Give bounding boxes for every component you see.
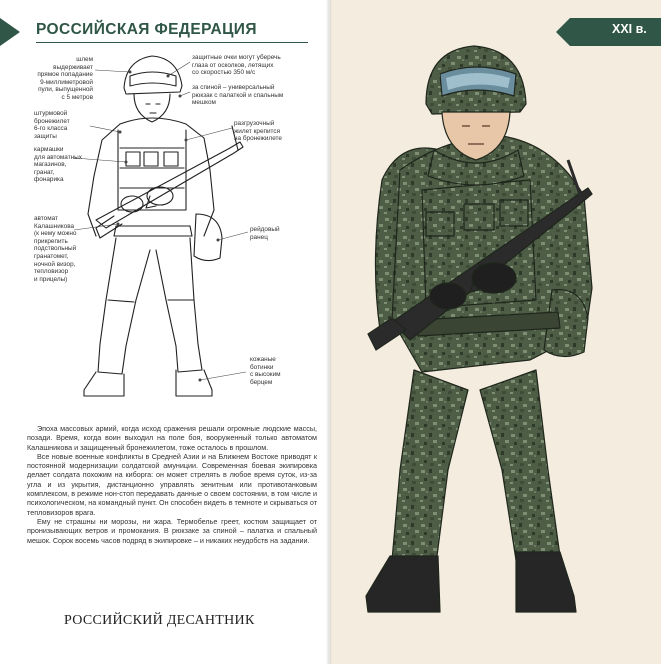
right-page xyxy=(330,0,661,664)
paragraph: Ему не страшны ни морозы, ни жара. Термобелье греет, костюм защищает от пронизывающих ветров и промокания. В рюкзаке за спиной – палатка и спальный мешок. Сорок восемь часов подряд в экипировке – и никаких неудобств на задании. xyxy=(27,516,317,545)
soldier-color-illustration xyxy=(330,0,661,664)
callout-backpack: за спиной – универсальный рюкзак с палаткой и спальным мешком xyxy=(192,84,284,107)
callout-unloading-vest: разгрузочный жилет крепится на бронежилете xyxy=(234,120,282,143)
page-title: РОССИЙСКАЯ ФЕДЕРАЦИЯ xyxy=(36,21,257,38)
paragraph: Эпоха массовых армий, когда исход сражения решали огромные людские массы, позади. Время, когда воин выходил на поле боя, вооруженный только автоматом Калашникова и защищенный бронежилетом, тоже осталось в прошлом. xyxy=(27,424,317,452)
callout-vest: штурмовой бронежилет 6-го класса защиты xyxy=(34,110,70,140)
figure-caption: РОССИЙСКИЙ ДЕСАНТНИК xyxy=(64,613,255,628)
callout-helmet: шлем выдерживает прямое попадание 9-миллиметровой пули, выпущенной с 5 метров xyxy=(37,56,93,101)
callout-raid-pack: рейдовый ранец xyxy=(250,226,280,241)
callout-pockets: кармашки для автоматных магазинов, гранат, фонарика xyxy=(34,146,82,184)
left-page xyxy=(0,0,330,664)
callout-goggles: защитные очки могут уберечь глаза от осколков, летящих со скоростью 350 м/с xyxy=(192,54,281,77)
callout-boots: кожаные ботинки с высоким берцем xyxy=(250,356,281,386)
body-text xyxy=(27,424,317,545)
paragraph: Все новые военные конфликты в Средней Азии и на Ближнем Востоке приводят к постоянной модернизации солдатской амуниции. Современная боевая экипировка делает солдата похожим на киборга: он может стрелять в любое время суток, из-за угла и из укрытия, дистанционно управлять зенитным или противотанковым комплексом, в режиме нон-стоп передавать данные о своем состоянии, в том числе и психологическом, на командный пункт. Он способен видеть в темноте и скрываться от тепловизоров врага. xyxy=(27,451,317,517)
callout-rifle: автомат Калашникова (к нему можно прикрепить подствольный гранатомет, ночной визор, тепловизор и прицелы) xyxy=(34,215,77,283)
era-label: XXI в. xyxy=(612,22,647,36)
page-gutter xyxy=(326,0,332,664)
